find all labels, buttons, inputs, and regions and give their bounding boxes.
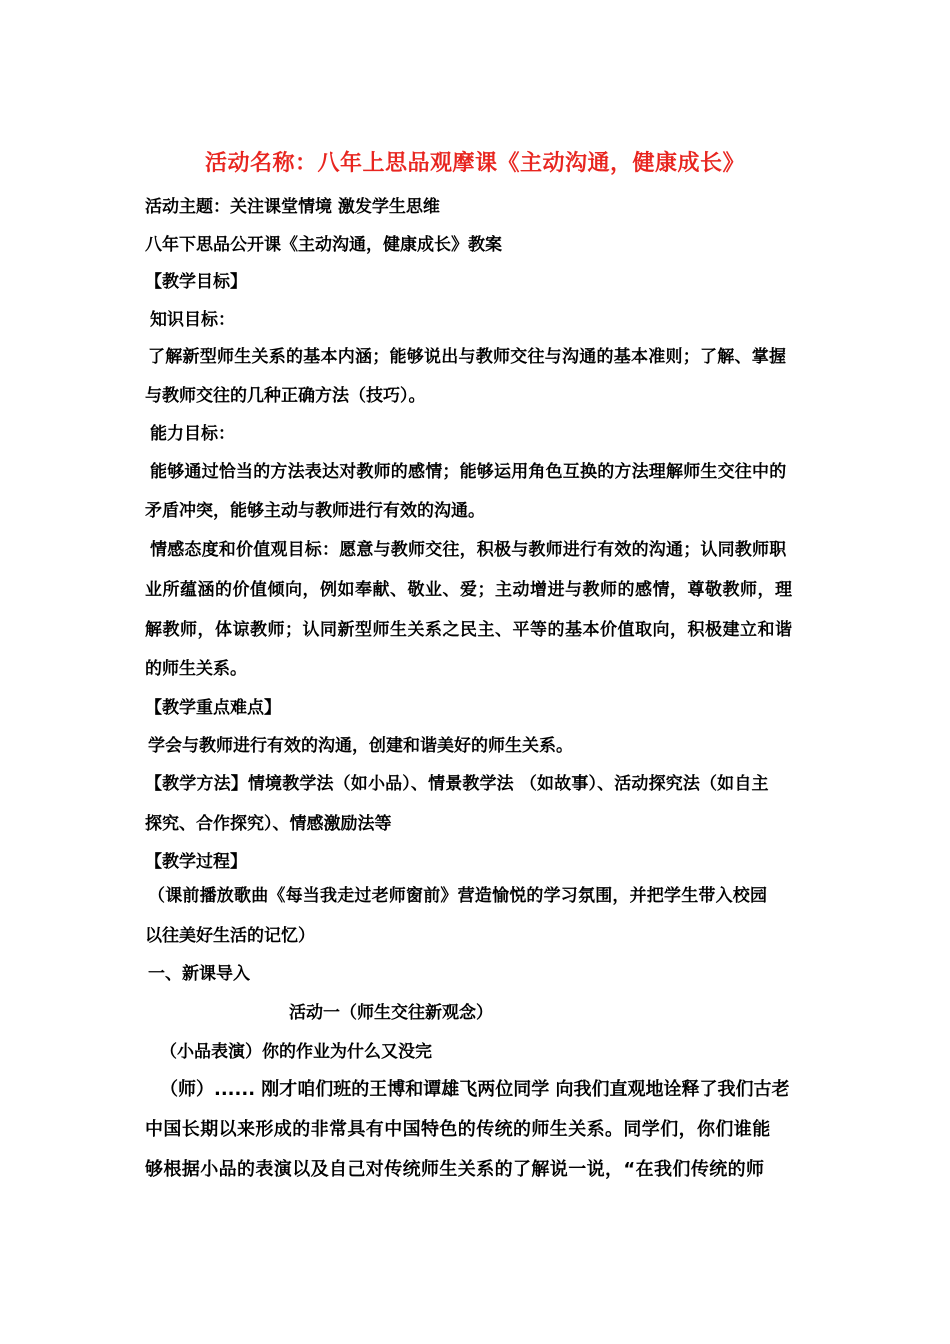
text-line: 够根据小品的表演以及自己对传统师生关系的了解说一说，“在我们传统的师 (145, 1159, 765, 1180)
text-line: 能够通过恰当的方法表达对教师的感情；能够运用角色互换的方法理解师生交往中的 (150, 462, 787, 482)
text-line: 了解新型师生关系的基本内涵；能够说出与教师交往与沟通的基本准则；了解、掌握 (148, 347, 787, 367)
text-line: 活动一（师生交往新观念） (289, 1003, 493, 1023)
section-heading: 【教学过程】 (145, 852, 247, 872)
text-line: 一、新课导入 (148, 964, 250, 984)
text-line: 中国长期以来形成的非常具有中国特色的传统的师生关系。同学们，你们谁能 (145, 1119, 771, 1140)
text-line: 情感态度和价值观目标：愿意与教师交往，积极与教师进行有效的沟通；认同教师职 (150, 540, 787, 560)
text-line: 探究、合作探究）、情感激励法等 (145, 814, 392, 834)
text-line: 活动主题：关注课堂情境 激发学生思维 (145, 197, 440, 217)
section-heading: 【教学目标】 (145, 272, 247, 292)
text-line: 矛盾冲突，能够主动与教师进行有效的沟通。 (145, 501, 485, 521)
text-line: 【教学方法】情境教学法（如小品）、情景教学法 （如故事）、活动探究法（如自主 (145, 774, 769, 794)
text-line: 知识目标： (150, 310, 235, 330)
text-line: 以往美好生活的记忆） (145, 926, 315, 946)
text-line: 与教师交往的几种正确方法（技巧）。 (145, 386, 426, 406)
text-line: （师）...... 刚才咱们班的王博和谭雄飞两位同学 向我们直观地诠释了我们古老 (160, 1079, 790, 1100)
section-heading: 【教学重点难点】 (145, 698, 281, 718)
text-line: 解教师，体谅教师；认同新型师生关系之民主、平等的基本价值取向，积极建立和谐 (145, 620, 793, 640)
text-line: 学会与教师进行有效的沟通，创建和谐美好的师生关系。 (148, 736, 573, 756)
text-line: 能力目标： (150, 424, 235, 444)
text-line: （小品表演）你的作业为什么又没完 (160, 1042, 432, 1062)
text-line: 八年下思品公开课《主动沟通，健康成长》教案 (145, 235, 502, 255)
text-line: （课前播放歌曲《每当我走过老师窗前》营造愉悦的学习氛围，并把学生带入校园 (148, 886, 768, 906)
text-line: 业所蕴涵的价值倾向，例如奉献、敬业、爱；主动增进与教师的感情，尊敬教师，理 (145, 580, 793, 600)
text-line: 的师生关系。 (145, 659, 247, 679)
document-title: 活动名称：八年上思品观摩课《主动沟通，健康成长》 (204, 151, 745, 176)
